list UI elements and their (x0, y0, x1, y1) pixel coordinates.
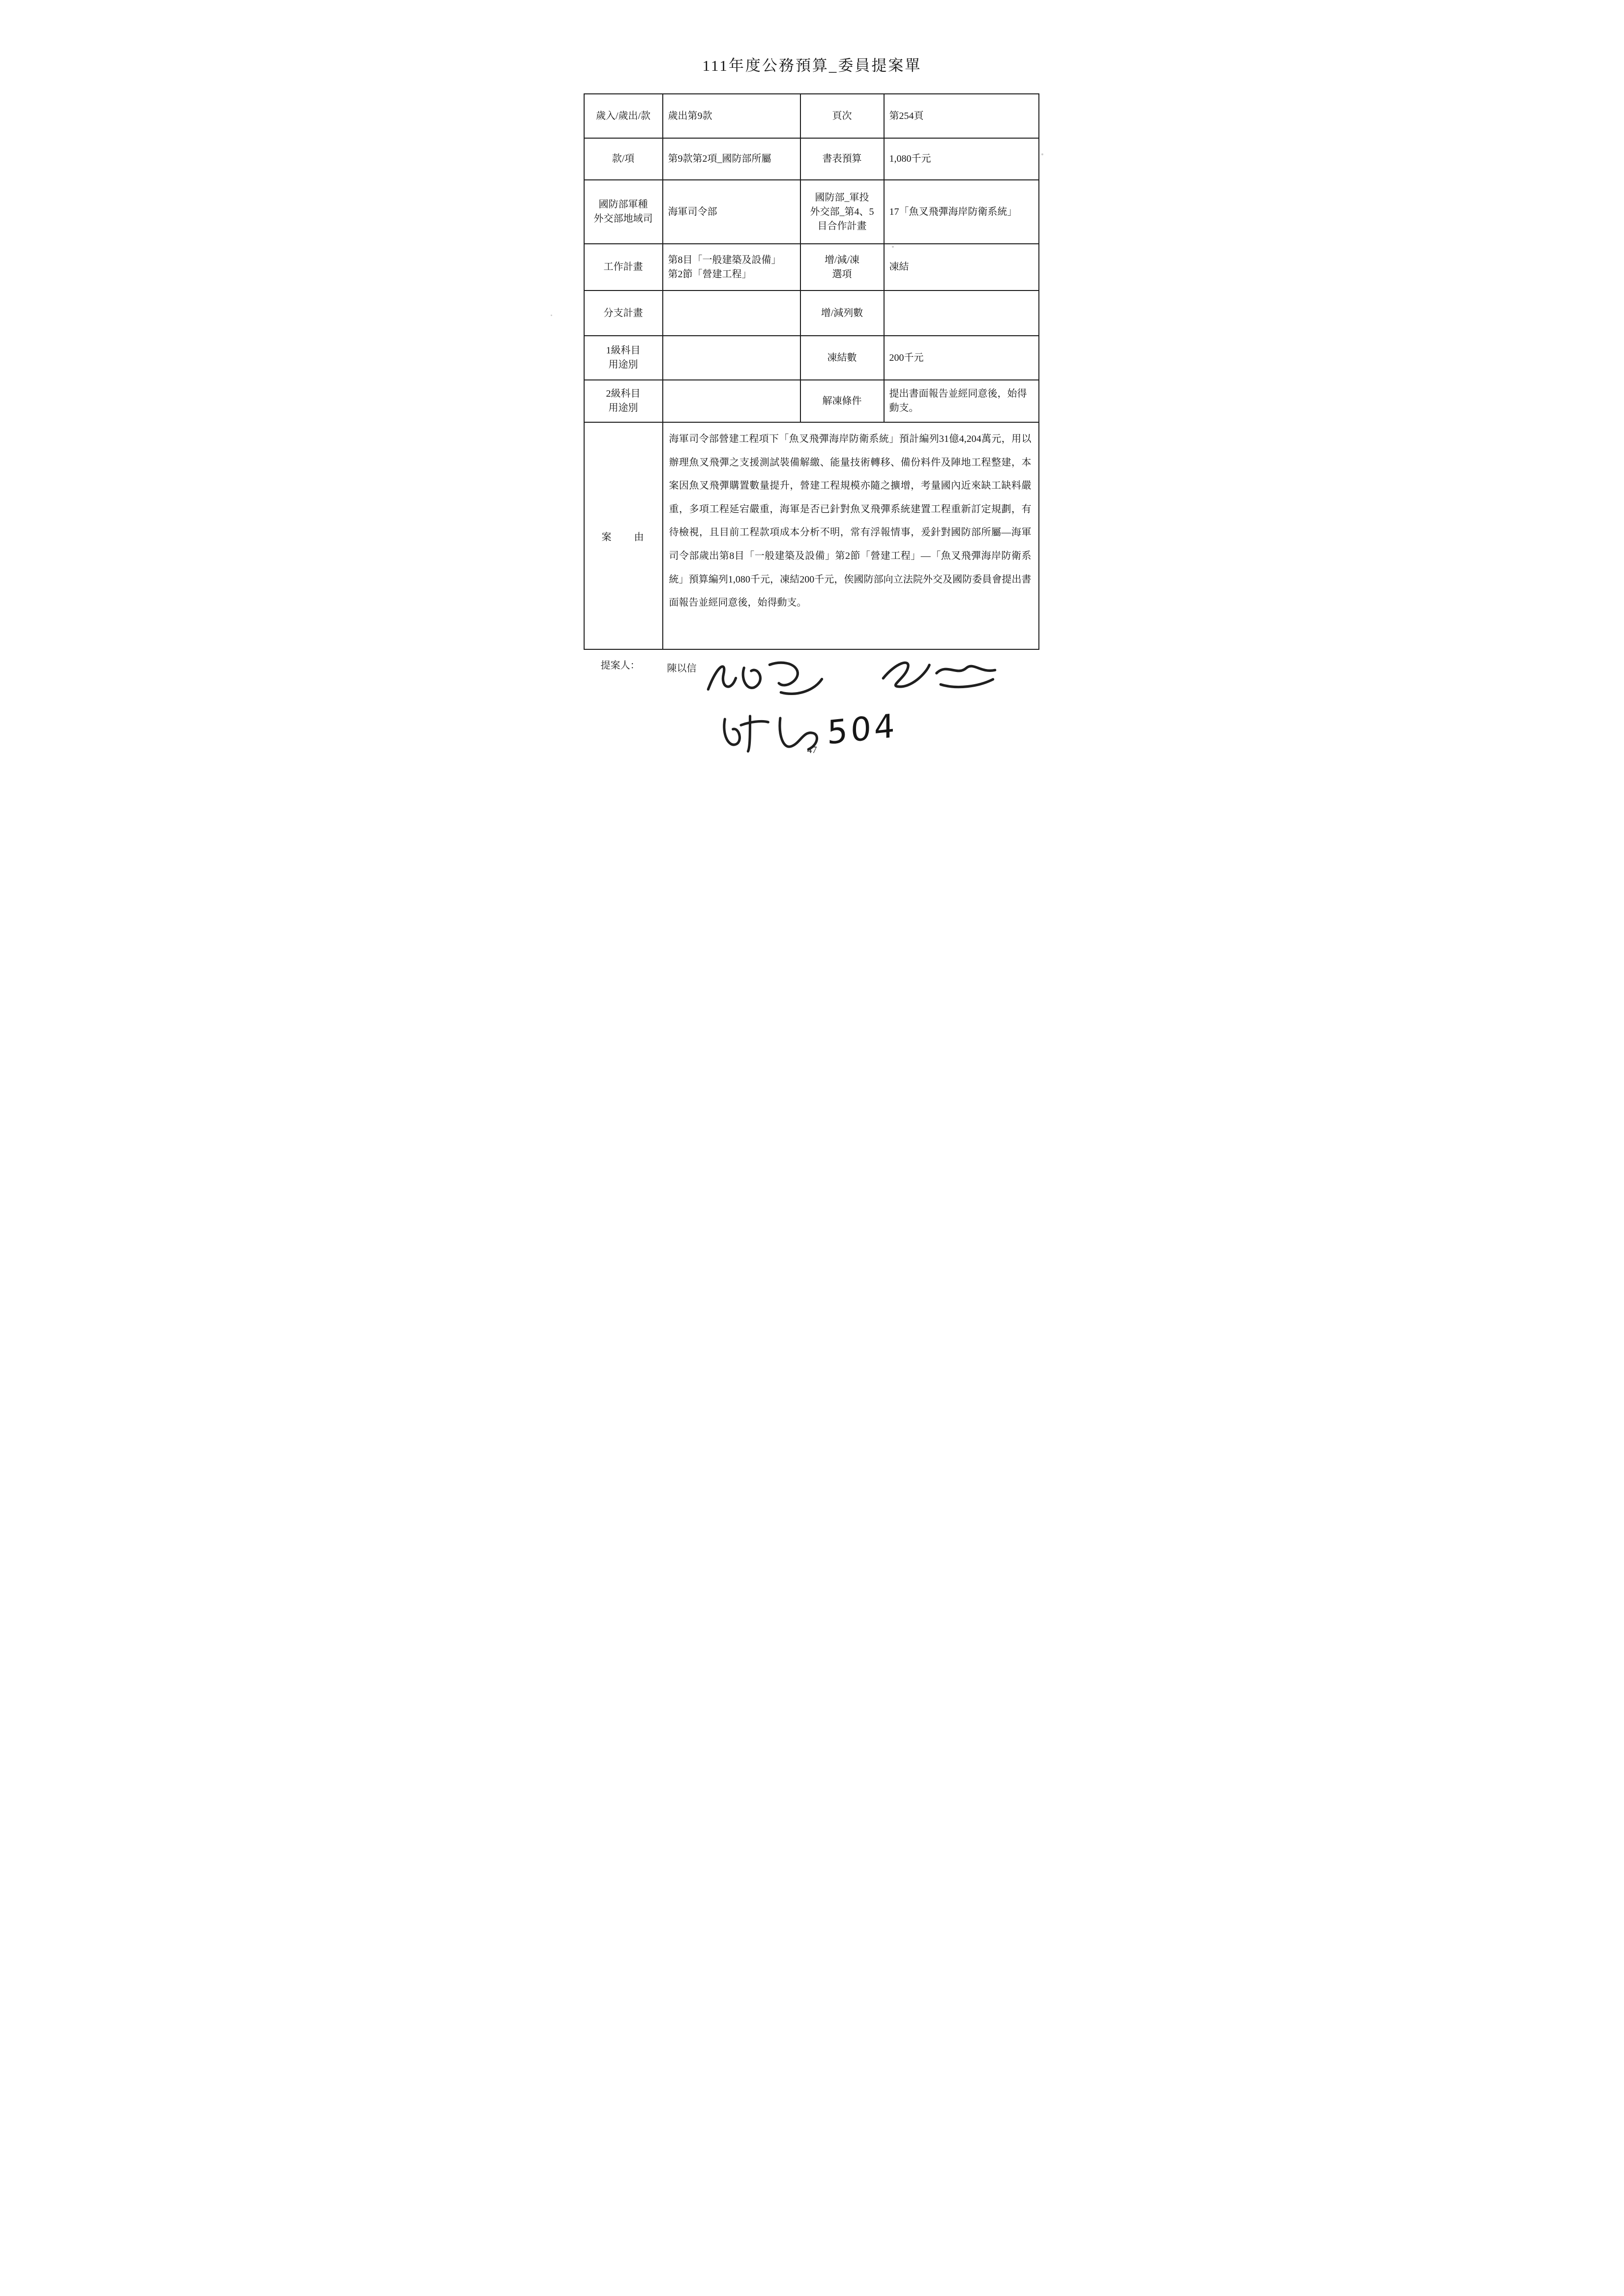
scan-speck (1041, 153, 1043, 155)
handwritten-number: 504 (827, 706, 898, 752)
field-value-branch-plan (663, 291, 800, 336)
field-value-service-branch: 海軍司令部 (663, 180, 800, 244)
field-label-item: 款/項 (584, 138, 663, 180)
field-label-level2-category: 2級科目 用途別 (584, 380, 663, 422)
field-label-service-branch: 國防部軍種 外交部地域司 (584, 180, 663, 244)
field-value-expenditure-item: 歲出第9款 (663, 94, 800, 138)
field-value-level1-category (663, 336, 800, 380)
field-label-case-reason: 案 由 (584, 422, 663, 649)
document-title: 111年度公務預算_委員提案單 (702, 57, 922, 74)
footer-area (542, 651, 1083, 765)
field-label-revenue-expenditure: 歲入/歲出/款 (584, 94, 663, 138)
field-value-cooperation-plan: 17「魚叉飛彈海岸防衛系統」 (884, 180, 1039, 244)
proposer-name: 陳以信 (667, 663, 697, 674)
signature-proposer-handwritten (704, 655, 827, 702)
field-value-budget-amount: 1,080千元 (884, 138, 1039, 180)
field-label-work-plan: 工作計畫 (584, 244, 663, 291)
page-number: 47 (807, 745, 817, 756)
table-row (584, 291, 1039, 336)
field-value-page-index: 第254頁 (884, 94, 1039, 138)
field-label-level1-category: 1級科目 用途別 (584, 336, 663, 380)
field-label-adjust-amount: 增/減列數 (800, 291, 884, 336)
field-label-cooperation-plan: 國防部_軍投 外交部_第4、5 目合作計畫 (800, 180, 884, 244)
field-value-adjust-amount (884, 291, 1039, 336)
table-row (584, 94, 1039, 138)
proposer-label: 提案人： (600, 660, 640, 671)
field-label-branch-plan: 分支計畫 (584, 291, 663, 336)
field-label-budget-amount: 書表預算 (800, 138, 884, 180)
case-reason-row (584, 422, 1039, 649)
scanned-document-page (542, 0, 1083, 765)
scan-speck (892, 246, 894, 248)
field-label-adjust-option: 增/減/凍 選項 (800, 244, 884, 291)
field-value-adjust-option: 凍結 (884, 244, 1039, 291)
field-value-unfreeze-condition: 提出書面報告並經同意後，始得動支。 (884, 380, 1039, 422)
table-row (584, 180, 1039, 244)
field-label-unfreeze-condition: 解凍條件 (800, 380, 884, 422)
field-value-item: 第9款第2項_國防部所屬 (663, 138, 800, 180)
field-value-level2-category (663, 380, 800, 422)
table-row (584, 244, 1039, 291)
scan-speck (551, 315, 552, 316)
table-row (584, 336, 1039, 380)
signature-stroke-graphic (704, 655, 827, 702)
field-value-work-plan: 第8目「一般建築及設備」 第2節「營建工程」 (663, 244, 800, 291)
table-row (584, 380, 1039, 422)
signature-cosigner-1-handwritten (880, 652, 998, 694)
table-row (584, 138, 1039, 180)
signature-stroke-graphic (880, 652, 998, 694)
proposal-form-table (584, 93, 1039, 650)
field-value-case-reason: 海軍司令部營建工程項下「魚叉飛彈海岸防衛系統」預計編列31億4,204萬元，用以辦理魚叉飛彈之支援測試裝備解繳、能量技術轉移、備份料件及陣地工程整建，本案因魚叉飛彈購置數量提升，營建工程規模亦隨之擴增，考量國內近來缺工缺料嚴重，多項工程延宕嚴重，海軍是否已針對魚叉飛彈系統建置工程重新訂定規劃，有待檢視，且目前工程款項成本分析不明，常有浮報情事，爰針對國防部所屬—海軍司令部歲出第8目「一般建築及設備」第2節「營建工程」—「魚叉飛彈海岸防衛系統」預算編列1,080千元，凍結200千元，俟國防部向立法院外交及國防委員會提出書面報告並經同意後，始得動支。 (663, 422, 1039, 649)
field-label-page-index: 頁次 (800, 94, 884, 138)
field-label-frozen-amount: 凍結數 (800, 336, 884, 380)
field-value-frozen-amount: 200千元 (884, 336, 1039, 380)
